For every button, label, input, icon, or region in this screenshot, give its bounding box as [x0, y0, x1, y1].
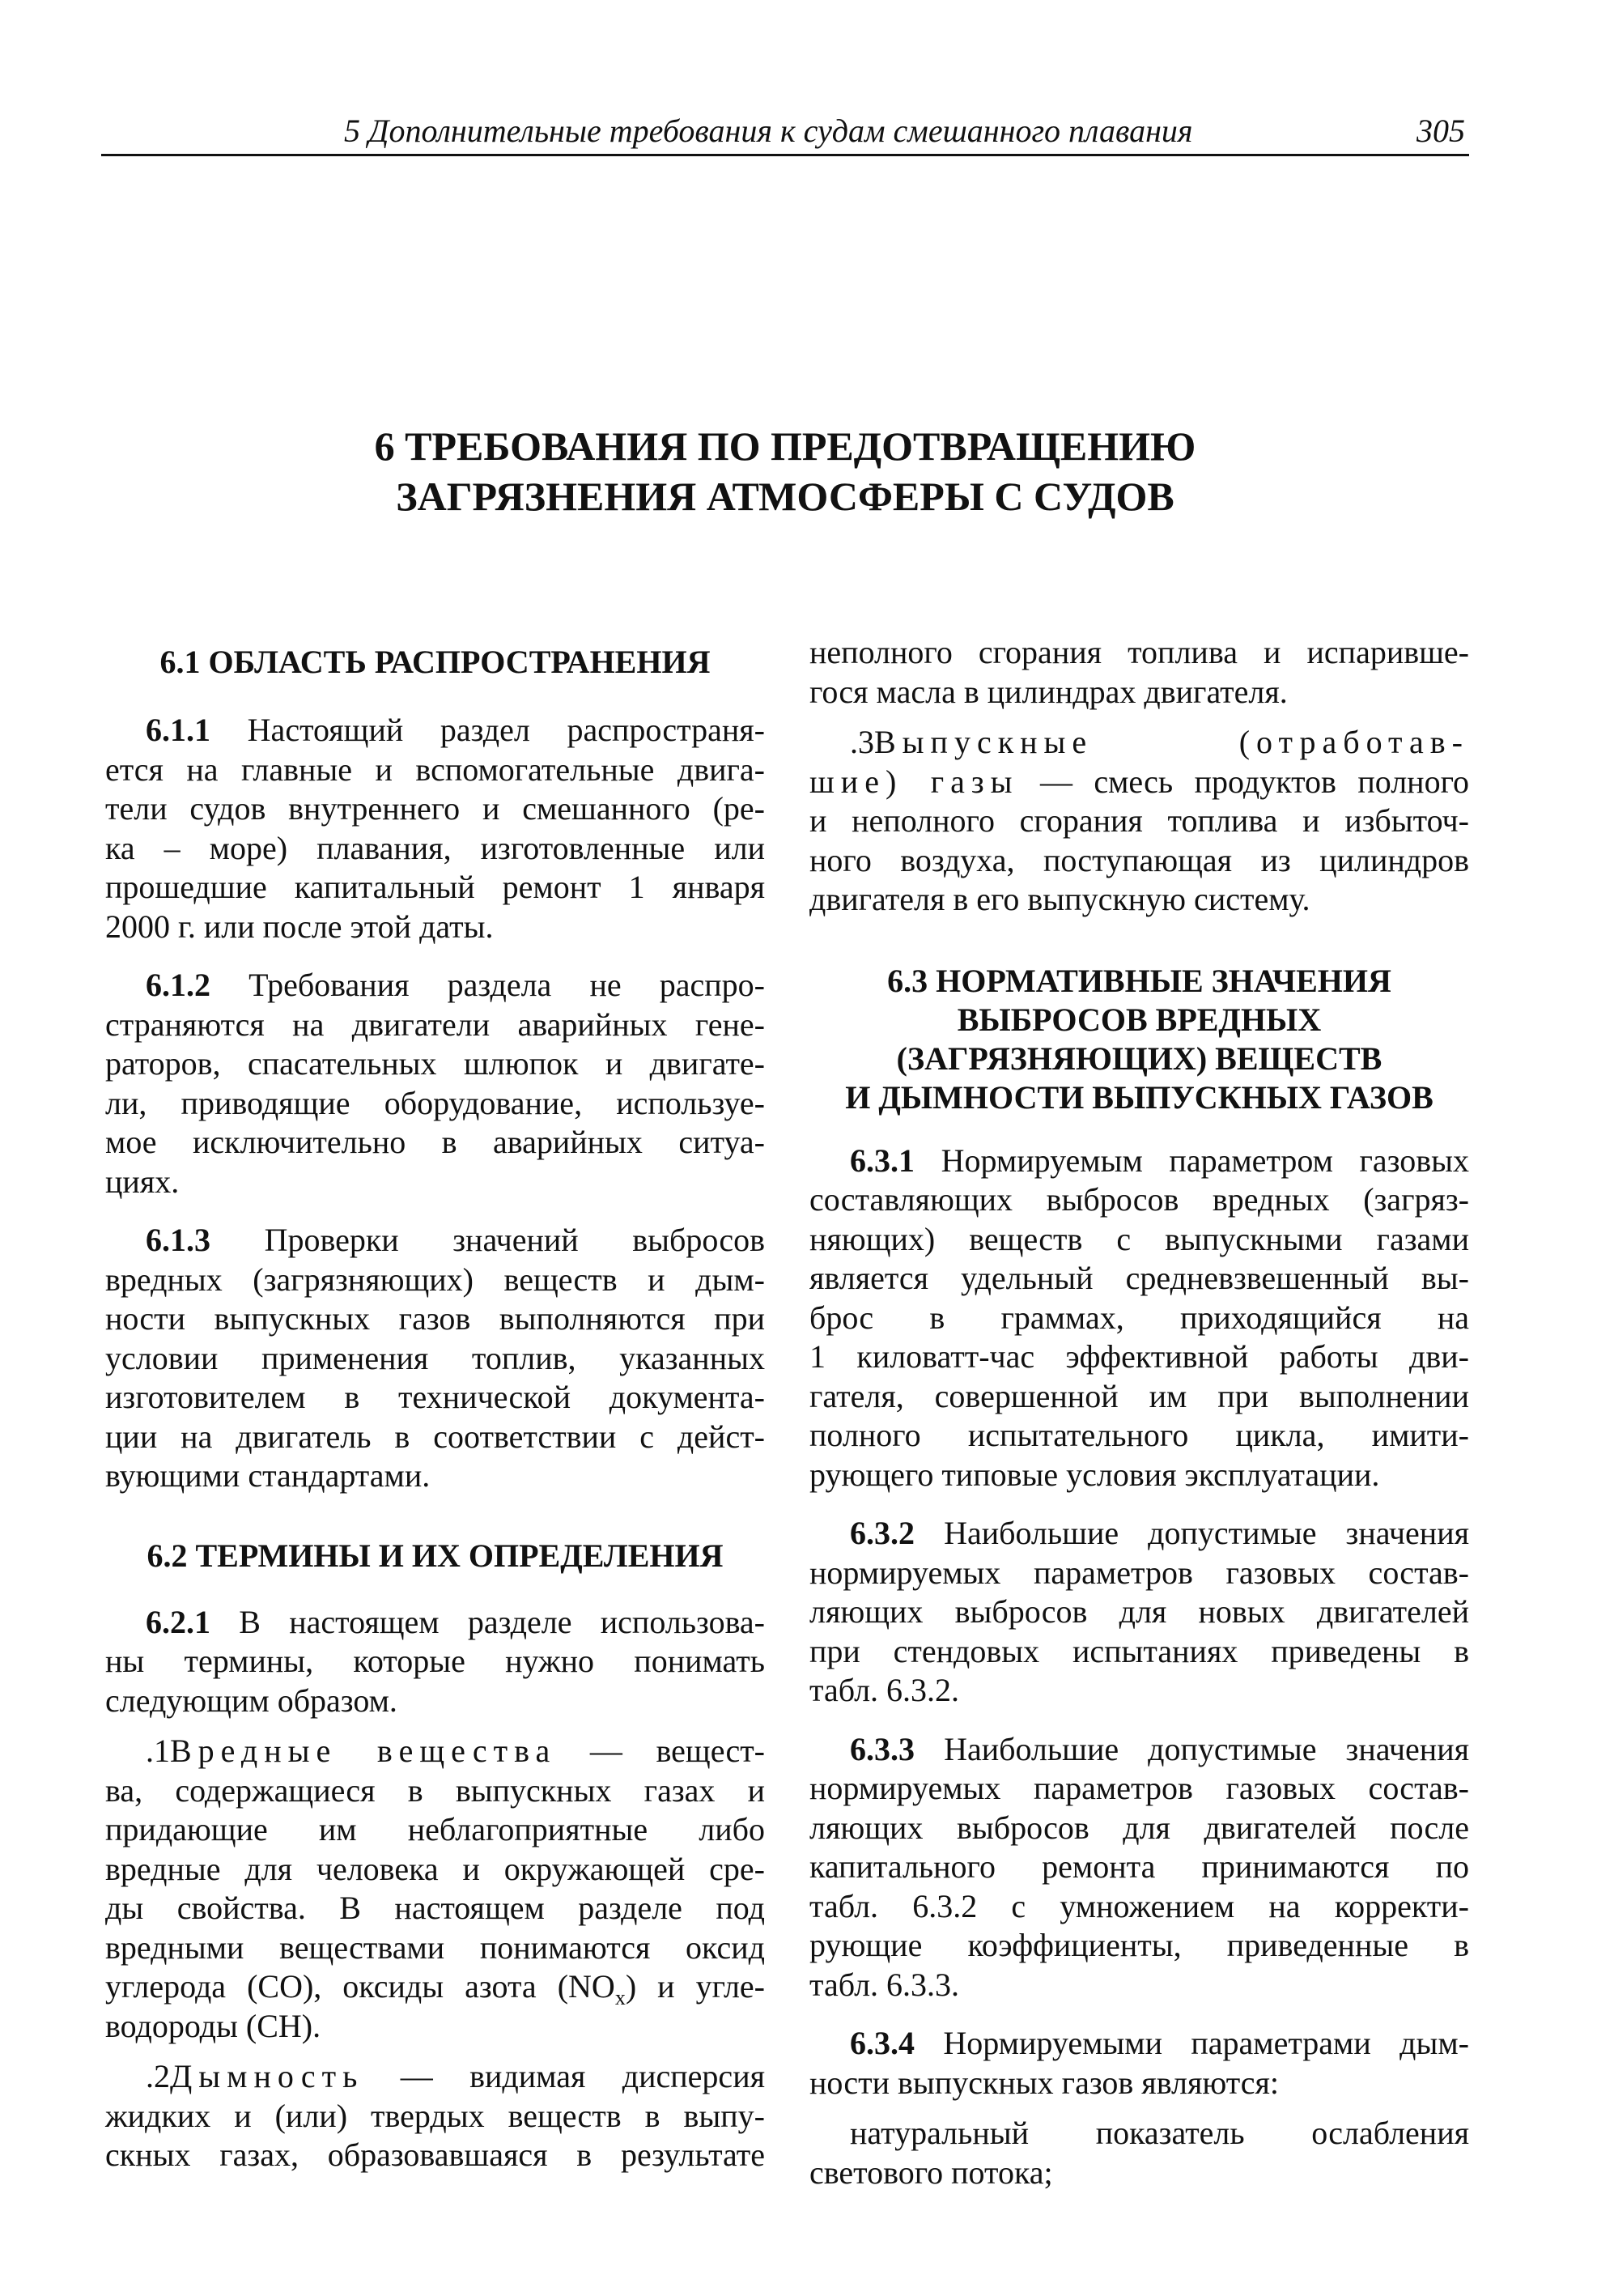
text-line: 2000 г. или после этой даты. — [105, 908, 494, 945]
text-line: вредными веществами понимаются оксид — [105, 1928, 765, 1966]
text-line: неполного сгорания топлива и испаривше- — [809, 634, 1469, 670]
term: Выпускные — [874, 724, 1094, 760]
text-line: углерода (CO), оксиды азота (NO — [105, 1968, 615, 2005]
text-line: натуральный показатель ослабления — [850, 2115, 1469, 2151]
text-line: раторов, спасательных шлюпок и двигате- — [105, 1045, 765, 1082]
text-line: ) и угле- — [625, 1968, 766, 2005]
text-line: Настоящий раздел распространя- — [247, 712, 766, 748]
text-line: ны термины, которые нужно понимать — [105, 1643, 765, 1679]
clause-number: 6.2.1 — [146, 1603, 210, 1640]
paragraph-6-3-1 — [809, 1142, 1469, 1495]
text-line: водороды (CH). — [105, 2007, 321, 2044]
text-line: при стендовых испытаниях приведены в — [809, 1632, 1469, 1669]
text-line: ды свойства. В настоящем разделе под — [105, 1890, 765, 1926]
text-line: гося масла в цилиндрах двигателя. — [809, 673, 1288, 710]
clause-number: 6.3.1 — [850, 1142, 915, 1179]
text-line: вредных (загрязняющих) веществ и дым- — [105, 1261, 765, 1298]
text-line: ности выпускных газов выполняются при — [105, 1300, 765, 1337]
clause-number: 6.3.3 — [850, 1730, 915, 1767]
chapter-title-line-2: ЗАГРЯЗНЕНИЯ АТМОСФЕРЫ С СУДОВ — [396, 474, 1174, 519]
term-harmful-substances — [105, 1732, 765, 2046]
term: Вредные вещества — [170, 1733, 557, 1769]
text-line: рующие коэффициенты, приведенные в — [809, 1927, 1469, 1963]
text-line: вующими стандартами. — [105, 1457, 431, 1494]
text-line: 1 киловатт-час эффективной работы дви- — [809, 1338, 1469, 1375]
paragraph-6-2-1 — [105, 1603, 765, 1721]
text-line: светового потока; — [809, 2154, 1053, 2191]
text-line: Проверки значений выбросов — [264, 1222, 765, 1258]
text-line: рующего типовые условия эксплуатации. — [809, 1456, 1380, 1493]
heading-line: ВЫБРОСОВ ВРЕДНЫХ — [957, 1001, 1322, 1038]
text-line: жидких и (или) твердых веществ в выпу- — [105, 2097, 765, 2134]
text-line: Нормируемыми параметрами дым- — [943, 2025, 1470, 2061]
left-column — [105, 633, 765, 2187]
text-line: няющих) веществ с выпускными газами — [809, 1220, 1469, 1257]
text-line: В настоящем разделе использова- — [239, 1603, 765, 1640]
item-number: .2 — [146, 2058, 170, 2094]
text-line: ляющих выбросов для новых двигателей — [809, 1593, 1469, 1630]
paragraph-6-3-4-item — [809, 2114, 1469, 2192]
section-heading-6-3 — [809, 962, 1469, 1117]
text-line: — вещест- — [589, 1733, 765, 1769]
term: (отработав- — [1238, 724, 1469, 760]
text-line: прошедшие капитальный ремонт 1 января — [105, 869, 765, 905]
text-line: Наибольшие допустимые значения — [944, 1515, 1469, 1551]
text-line: ляющих выбросов для двигателей после — [809, 1809, 1469, 1846]
text-line: циях. — [105, 1163, 180, 1200]
text-line: Нормируемым параметром газовых — [941, 1142, 1470, 1179]
text-line: страняются на двигатели аварийных гене- — [105, 1006, 765, 1043]
text-line: табл. 6.3.2. — [809, 1672, 960, 1708]
heading-line: 6.3 НОРМАТИВНЫЕ ЗНАЧЕНИЯ — [887, 962, 1391, 999]
text-line: ка – море) плавания, изготовленные или — [105, 829, 765, 866]
text-line: табл. 6.3.3. — [809, 1966, 960, 2003]
text-line: брос в граммах, приходящийся на — [809, 1299, 1469, 1336]
paragraph-6-3-3 — [809, 1730, 1469, 2005]
text-line: нормируемых параметров газовых состав- — [809, 1770, 1469, 1806]
term-exhaust-gases — [809, 723, 1469, 920]
subscript: x — [614, 1986, 626, 2009]
paragraph-6-3-2 — [809, 1514, 1469, 1711]
text-line: ности выпускных газов являются: — [809, 2064, 1279, 2101]
right-column — [809, 633, 1469, 2212]
text-line: нормируемых параметров газовых состав- — [809, 1554, 1469, 1591]
text-line: полного испытательного цикла, имити- — [809, 1417, 1469, 1453]
text-line: ва, содержащиеся в выпускных газах и — [105, 1771, 765, 1809]
clause-number: 6.3.4 — [850, 2025, 915, 2061]
heading-line: И ДЫМНОСТИ ВЫПУСКНЫХ ГАЗОВ — [845, 1078, 1433, 1116]
text-line: Наибольшие допустимые значения — [944, 1730, 1469, 1767]
text-line: — видимая дисперсия — [400, 2058, 765, 2094]
term-smoke-opacity-continued — [809, 633, 1469, 712]
term: шие) газы — [809, 763, 1019, 800]
text-line: следующим образом. — [105, 1682, 397, 1719]
text-line: скных газах, образовавшаяся в результате — [105, 2137, 765, 2173]
text-line: табл. 6.3.2 с умножением на корректи- — [809, 1887, 1469, 1924]
text-line: изготовителем в технической документа- — [105, 1379, 765, 1415]
chapter-title — [101, 421, 1469, 521]
running-title: 5 Дополнительные требования к судам смешанного плавания — [344, 113, 1193, 149]
page-number: 305 — [1416, 113, 1465, 149]
text-line: тели судов внутреннего и смешанного (ре- — [105, 790, 765, 827]
text-line: мое исключительно в аварийных ситуа- — [105, 1124, 765, 1160]
heading-line: (ЗАГРЯЗНЯЮЩИХ) ВЕЩЕСТВ — [896, 1040, 1383, 1077]
paragraph-6-1-2 — [105, 966, 765, 1201]
item-number: .1 — [146, 1733, 170, 1769]
clause-number: 6.3.2 — [850, 1515, 915, 1551]
text-line: Требования раздела не распро- — [248, 967, 765, 1003]
text-line: двигателя в его выпускную систему. — [809, 881, 1310, 917]
text-line: капитального ремонта принимаются по — [809, 1848, 1469, 1885]
chapter-title-line-1: 6 ТРЕБОВАНИЯ ПО ПРЕДОТВРАЩЕНИЮ — [374, 423, 1196, 469]
text-line: и неполного сгорания топлива и избыточ- — [809, 802, 1469, 839]
term: Дымность — [170, 2058, 364, 2094]
clause-number: 6.1.1 — [146, 712, 210, 748]
item-number: .3 — [850, 724, 874, 760]
text-line: условии применения топлив, указанных — [105, 1339, 765, 1376]
text-line: ли, приводящие оборудование, используе- — [105, 1084, 765, 1121]
text-line: придающие им неблагоприятные либо — [105, 1811, 765, 1847]
text-line: ции на двигатель в соответствии с дейст- — [105, 1418, 765, 1455]
text-line: — смесь продуктов полного — [1039, 763, 1470, 800]
paragraph-6-1-1 — [105, 711, 765, 946]
text-line: вредные для человека и окружающей сре- — [105, 1850, 765, 1887]
text-line: является удельный средневзвешенный вы- — [809, 1260, 1469, 1296]
clause-number: 6.1.3 — [146, 1222, 210, 1258]
section-heading-6-1: 6.1 ОБЛАСТЬ РАСПРОСТРАНЕНИЯ — [159, 644, 711, 680]
text-line: ется на главные и вспомогательные двига- — [105, 750, 765, 788]
paragraph-6-3-4 — [809, 2024, 1469, 2103]
clause-number: 6.1.2 — [146, 967, 210, 1003]
paragraph-6-1-3 — [105, 1221, 765, 1496]
text-line: составляющих выбросов вредных (загряз- — [809, 1181, 1469, 1218]
term-smoke-opacity — [105, 2057, 765, 2175]
section-heading-6-2: 6.2 ТЕРМИНЫ И ИХ ОПРЕДЕЛЕНИЯ — [147, 1537, 724, 1574]
text-line: ного воздуха, поступающая из цилиндров — [809, 841, 1469, 878]
running-header — [101, 112, 1469, 156]
text-line: гателя, совершенной им при выполнении — [809, 1377, 1469, 1414]
